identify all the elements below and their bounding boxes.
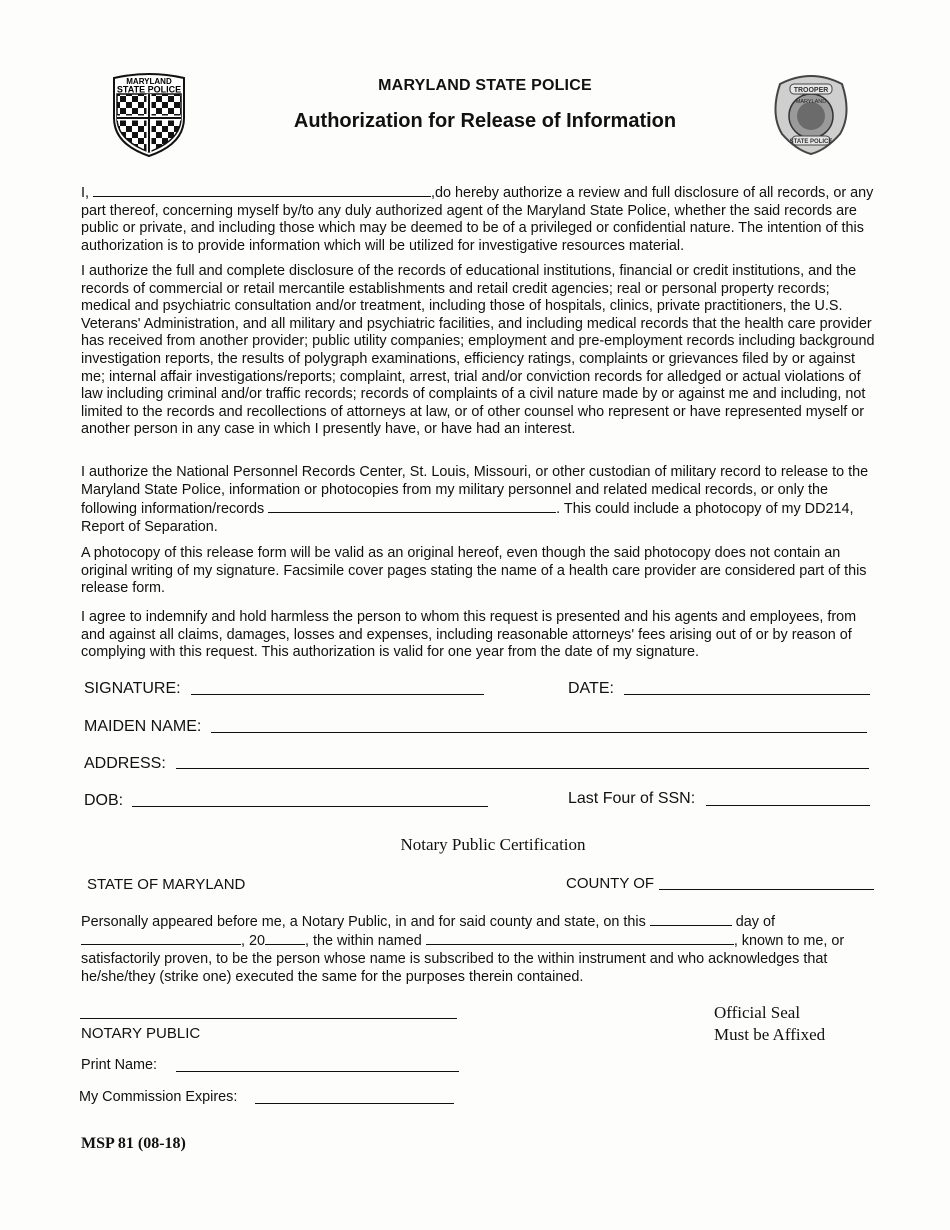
month-blank[interactable] xyxy=(81,931,241,945)
signature-label: SIGNATURE: xyxy=(84,680,181,697)
notary-public-label: NOTARY PUBLIC xyxy=(81,1025,201,1042)
authorization-paragraph-1 xyxy=(81,183,879,255)
dob-label: DOB: xyxy=(84,792,124,809)
year-blank[interactable] xyxy=(265,931,305,945)
day-blank[interactable] xyxy=(650,912,732,926)
ssn-line[interactable] xyxy=(706,805,870,806)
authorizer-name-blank[interactable] xyxy=(93,183,431,197)
authorization-paragraph-2: I authorize the full and complete disclosure of the records of educational institutions, financial or credit institutions, and the records of commercial or retail mercantile establishments and retail credit agencies; real or personal property records; medical and psychiatric consultation and/or treatment, including those of hospitals, clinics, private practitioners, the U.S. Veterans' Administration, and all military and psychiatric facilities, and including medical records that the health care provider has received from another provider; public utility companies; employment and pre-employment records including background investigation reports, the results of polygraph examinations, efficiency ratings, complaints or grievances filed by or against me; internal affair investigations/reports; complaint, arrest, trial and/or conviction records for alledged or actual violations of law including criminal and/or traffic records; records of complaints of a civil nature made by or against me and including, not limited to the records and recollections of attorneys at law, or of other counsel who represent or have represented myself or another person in any case in which I presently have, or have had an interest. xyxy=(81,263,875,438)
notary-heading: Notary Public Certification xyxy=(400,835,586,854)
print-name-line[interactable] xyxy=(176,1071,459,1072)
county-label: COUNTY OF xyxy=(566,875,655,892)
notary-line2-a: , 20 xyxy=(241,933,266,949)
seal-note-line2: Must be Affixed xyxy=(714,1025,826,1044)
date-line[interactable] xyxy=(624,694,870,695)
seal-note-line1: Official Seal xyxy=(714,1003,801,1022)
address-line[interactable] xyxy=(176,768,869,769)
commission-expires-line[interactable] xyxy=(255,1103,454,1104)
form-id: MSP 81 (08-18) xyxy=(81,1135,186,1152)
notary-line1-a: Personally appeared before me, a Notary Public, in and for said county and state, on this xyxy=(81,914,650,930)
ssn-label: Last Four of SSN: xyxy=(568,790,696,807)
print-name-label: Print Name: xyxy=(81,1057,157,1073)
badge-text-bottom: STATE POLICE xyxy=(789,139,833,145)
left-seal-text-top: MARYLAND xyxy=(126,77,172,86)
left-seal-text-bottom: STATE POLICE xyxy=(116,84,182,95)
state-trooper-badge xyxy=(766,66,856,156)
form-title: Authorization for Release of Information xyxy=(293,110,677,132)
official-seal-note xyxy=(714,1002,825,1046)
dob-line[interactable] xyxy=(132,806,488,807)
badge-text-mid: MARYLAND xyxy=(795,99,827,105)
notary-signature-line[interactable] xyxy=(80,1018,457,1019)
address-label: ADDRESS: xyxy=(84,755,166,772)
photocopy-paragraph: A photocopy of this release form will be valid as an original hereof, even though the said photocopy does not contain an original writing of my signature. Facsimile cover pages stating the name of a health care provider are considered part of this release form. xyxy=(81,545,867,597)
notary-line3: satisfactorily proven, to be the person whose name is subscribed to the within instrument and who acknowledges that he/she/they (strike one) executed the same for the purposes therein contained. xyxy=(81,951,828,985)
signature-line[interactable] xyxy=(191,694,484,695)
badge-text-top: TROOPER xyxy=(793,87,829,94)
p3-start: I authorize the National Personnel Records Center, St. Louis, Missouri, or other custodian of military record to release to the Maryland State Police, information or photocopies from my military personnel and related medical records, or only the following information/records xyxy=(81,464,869,518)
notary-statement xyxy=(81,912,881,986)
county-line[interactable] xyxy=(659,889,874,890)
maiden-name-label: MAIDEN NAME: xyxy=(84,718,202,735)
date-label: DATE: xyxy=(568,680,614,697)
named-person-blank[interactable] xyxy=(426,931,734,945)
maiden-name-line[interactable] xyxy=(211,732,867,733)
p3-end: . This could include a photocopy of my DD214, Report of Separation. xyxy=(81,501,854,535)
military-records-blank[interactable] xyxy=(268,499,556,513)
notary-line2-c: , known to me, or xyxy=(733,933,845,949)
military-records-paragraph xyxy=(81,464,879,536)
state-of-maryland: STATE OF MARYLAND xyxy=(87,876,246,893)
notary-line1-b: day of xyxy=(731,914,775,930)
agency-name: MARYLAND STATE POLICE xyxy=(378,77,592,94)
commission-expires-label: My Commission Expires: xyxy=(79,1089,238,1105)
p1-rest: ,do hereby authorize a review and full disclosure of all records, or any part thereof, concerning myself by/to any duly authorized agent of the Maryland State Police, whether the said records are public or private, and including those which may be deemed to be of a privileged or confidential nature. The intention of this authorization is to provide information which will be utilized for investigative resources material. xyxy=(81,185,874,254)
notary-line2-b: , the within named xyxy=(305,933,426,949)
indemnify-paragraph: I agree to indemnify and hold harmless the person to whom this request is presented and his agents and employees, from and against all claims, damages, losses and expenses, including reasonable attorneys' fees arising out of or by reason of complying with this request. This authorization is valid for one year from the date of my signature. xyxy=(81,609,857,661)
p1-start: I, xyxy=(81,185,93,201)
